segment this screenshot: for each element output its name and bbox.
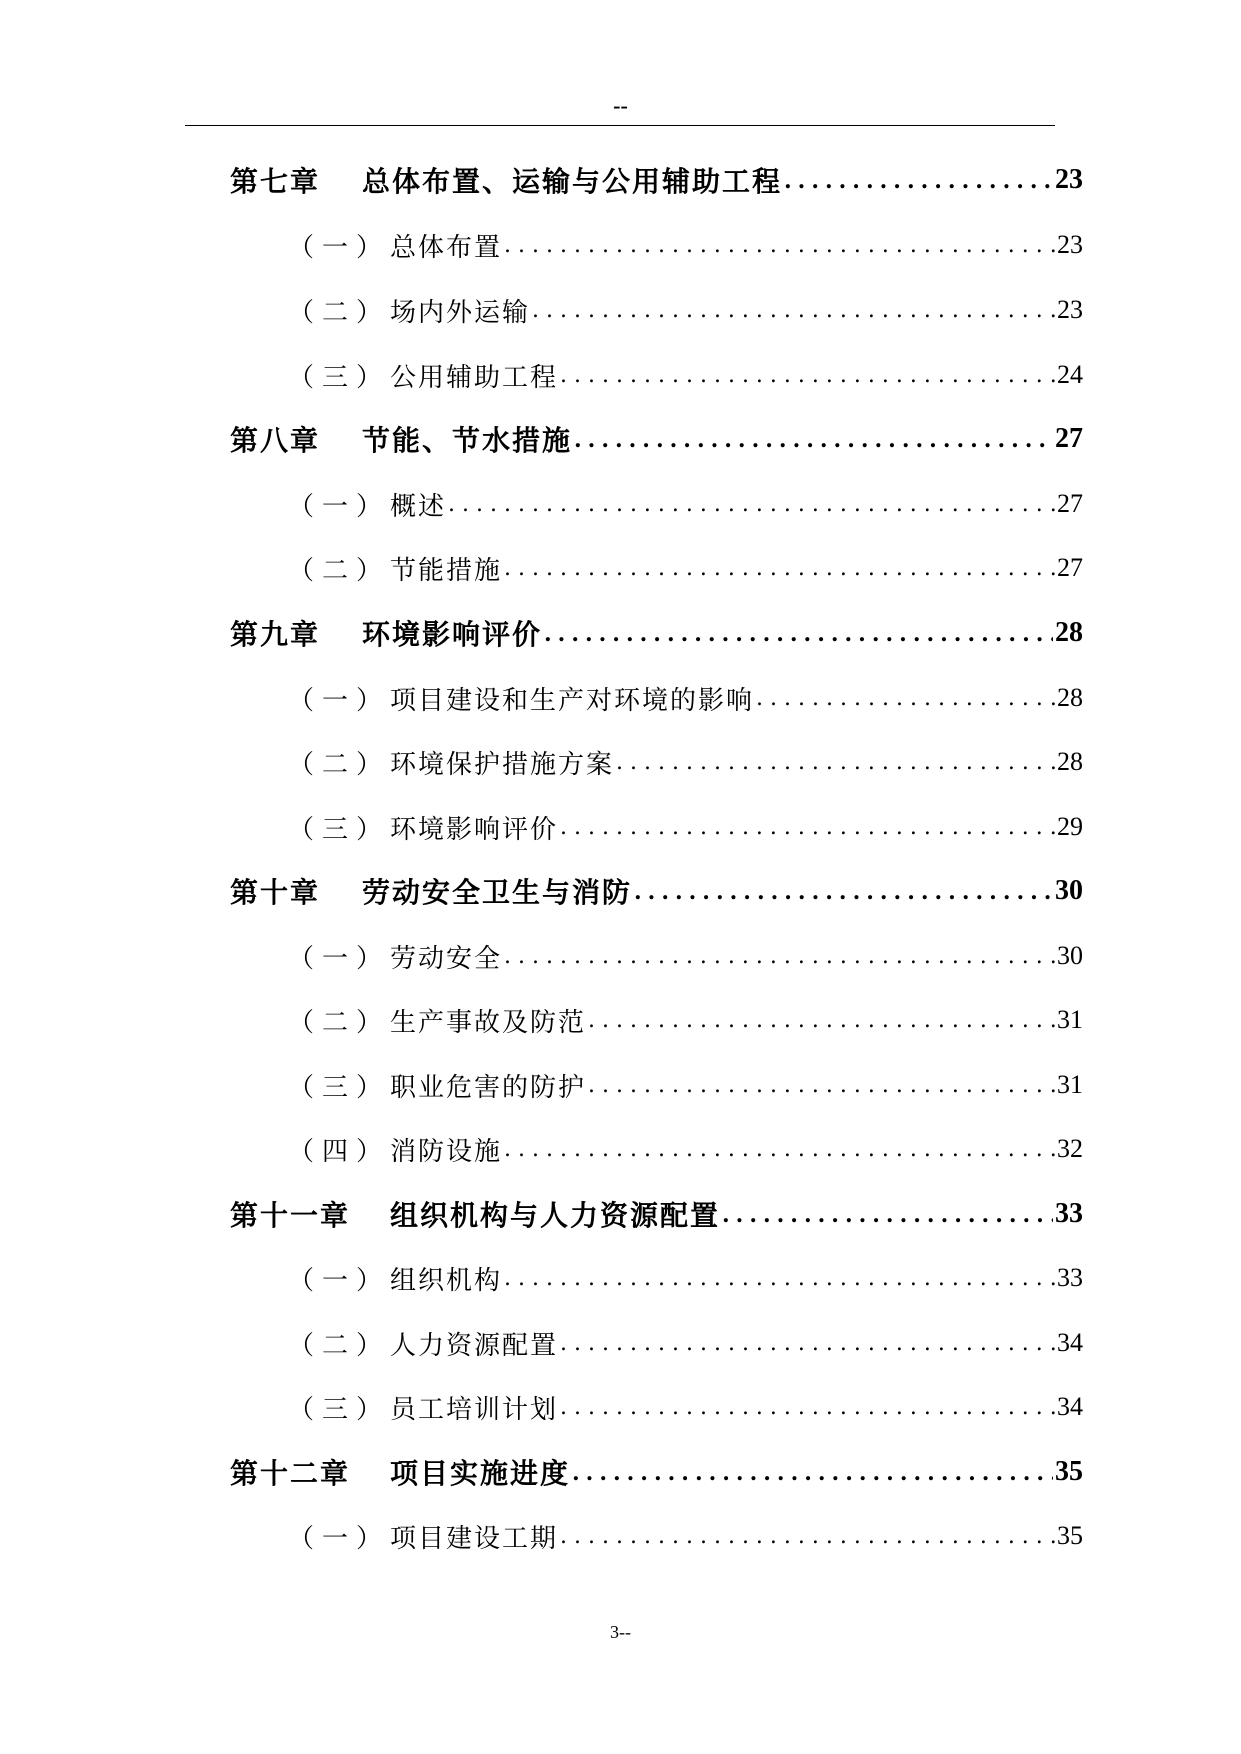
toc-title: 组织机构与人力资源配置 <box>390 1199 721 1232</box>
toc-leader <box>560 1323 1055 1363</box>
toc-number: （二） <box>288 1007 391 1038</box>
toc-page-number: 28 <box>1055 617 1083 648</box>
toc-leader <box>560 355 1055 395</box>
toc-section[interactable] <box>288 742 1083 782</box>
toc-title: 总体布置、运输与公用辅助工程 <box>362 165 783 198</box>
toc-number: （二） <box>288 555 391 586</box>
toc-leader <box>560 1387 1055 1427</box>
toc-number: 第七章 <box>230 165 321 198</box>
toc-title: 组织机构 <box>390 1265 503 1296</box>
toc-title: 环境影响评价 <box>362 618 543 651</box>
toc-leader <box>588 1000 1055 1040</box>
toc-page-number: 35 <box>1057 1521 1083 1550</box>
toc-leader <box>616 742 1055 782</box>
toc-number: （一） <box>288 1265 391 1296</box>
toc-page-number: 34 <box>1057 1392 1083 1421</box>
toc-title: 消防设施 <box>390 1136 503 1167</box>
toc-page-number: 28 <box>1057 683 1083 712</box>
toc-number: 第八章 <box>230 424 321 457</box>
toc-leader <box>784 160 1053 200</box>
toc-title: 公用辅助工程 <box>390 362 559 393</box>
toc-leader <box>560 807 1055 847</box>
toc-title: 环境保护措施方案 <box>390 749 615 780</box>
toc-title: 项目建设和生产对环境的影响 <box>390 685 755 716</box>
toc-title: 概述 <box>390 491 447 522</box>
toc-page-number: 33 <box>1057 1263 1083 1292</box>
toc-leader <box>448 484 1055 524</box>
toc-number: （一） <box>288 685 391 716</box>
toc-page-number: 30 <box>1055 875 1083 906</box>
toc-leader <box>756 678 1055 718</box>
toc-chapter-10[interactable] <box>230 871 1083 911</box>
toc-title: 场内外运输 <box>390 297 531 328</box>
toc-leader <box>504 225 1055 265</box>
toc-chapter-12[interactable] <box>230 1452 1083 1492</box>
toc-chapter-9[interactable] <box>230 613 1083 653</box>
toc-section[interactable] <box>288 1258 1083 1298</box>
toc-number: （三） <box>288 362 391 393</box>
page-header: -- <box>613 93 628 118</box>
toc-number: 第十章 <box>230 876 321 909</box>
page-footer: 3-- <box>610 1622 631 1642</box>
toc-number: （三） <box>288 814 391 845</box>
toc-title: 员工培训计划 <box>390 1394 559 1425</box>
toc-number: （一） <box>288 1523 391 1554</box>
toc-number: （二） <box>288 749 391 780</box>
toc-number: （三） <box>288 1072 391 1103</box>
toc-page-number: 35 <box>1055 1456 1083 1487</box>
toc-leader <box>722 1194 1053 1234</box>
toc-leader <box>504 548 1055 588</box>
toc-title: 节能措施 <box>390 555 503 586</box>
toc-leader <box>574 419 1053 459</box>
toc-section[interactable] <box>288 1065 1083 1105</box>
toc-chapter-7[interactable] <box>230 160 1083 200</box>
toc-chapter-11[interactable] <box>230 1194 1083 1234</box>
toc-section[interactable] <box>288 484 1083 524</box>
toc-leader <box>572 1452 1053 1492</box>
toc-leader <box>544 613 1053 653</box>
toc-section[interactable] <box>288 1387 1083 1427</box>
toc-title: 劳动安全 <box>390 943 503 974</box>
toc-number: （二） <box>288 1330 391 1361</box>
toc-title: 生产事故及防范 <box>390 1007 587 1038</box>
toc-section[interactable] <box>288 936 1083 976</box>
toc-section[interactable] <box>288 290 1083 330</box>
toc-title: 职业危害的防护 <box>390 1072 587 1103</box>
toc-number: 第十二章 <box>230 1457 351 1490</box>
toc-page-number: 23 <box>1055 164 1083 195</box>
toc-page-number: 27 <box>1055 423 1083 454</box>
toc-page-number: 24 <box>1057 360 1083 389</box>
toc-section[interactable] <box>288 1323 1083 1363</box>
toc-leader <box>634 871 1053 911</box>
toc-page-number: 23 <box>1057 230 1083 259</box>
toc-number: （一） <box>288 232 391 263</box>
toc-chapter-8[interactable] <box>230 419 1083 459</box>
toc-page-number: 32 <box>1057 1134 1083 1163</box>
toc-number: （一） <box>288 943 391 974</box>
toc-section[interactable] <box>288 807 1083 847</box>
toc-section[interactable] <box>288 678 1083 718</box>
toc-leader <box>504 936 1055 976</box>
toc-leader <box>504 1129 1055 1169</box>
toc-section[interactable] <box>288 355 1083 395</box>
toc-page-number: 27 <box>1057 553 1083 582</box>
toc-title: 项目实施进度 <box>390 1457 571 1490</box>
toc-number: （四） <box>288 1136 391 1167</box>
toc-page-number: 31 <box>1057 1005 1083 1034</box>
toc-page-number: 27 <box>1057 489 1083 518</box>
toc-section[interactable] <box>288 1000 1083 1040</box>
toc-title: 环境影响评价 <box>390 814 559 845</box>
toc-number: （一） <box>288 491 391 522</box>
toc-title: 节能、节水措施 <box>362 424 573 457</box>
toc-page-number: 33 <box>1055 1198 1083 1229</box>
toc-page-number: 31 <box>1057 1070 1083 1099</box>
toc-number: （二） <box>288 297 391 328</box>
toc-section[interactable] <box>288 1129 1083 1169</box>
toc-leader <box>560 1516 1055 1556</box>
toc-number: 第十一章 <box>230 1199 351 1232</box>
toc-number: （三） <box>288 1394 391 1425</box>
toc-page-number: 29 <box>1057 812 1083 841</box>
toc-title: 人力资源配置 <box>390 1330 559 1361</box>
toc-leader <box>588 1065 1055 1105</box>
toc-page-number: 23 <box>1057 295 1083 324</box>
toc-leader <box>532 290 1055 330</box>
toc-section[interactable] <box>288 225 1083 265</box>
toc-title: 总体布置 <box>390 232 503 263</box>
toc-title: 项目建设工期 <box>390 1523 559 1554</box>
toc-section[interactable] <box>288 548 1083 588</box>
toc-page-number: 34 <box>1057 1328 1083 1357</box>
toc-page-number: 28 <box>1057 747 1083 776</box>
toc-number: 第九章 <box>230 618 321 651</box>
toc-page-number: 30 <box>1057 941 1083 970</box>
toc-section[interactable] <box>288 1516 1083 1556</box>
toc-leader <box>504 1258 1055 1298</box>
toc-title: 劳动安全卫生与消防 <box>362 876 633 909</box>
